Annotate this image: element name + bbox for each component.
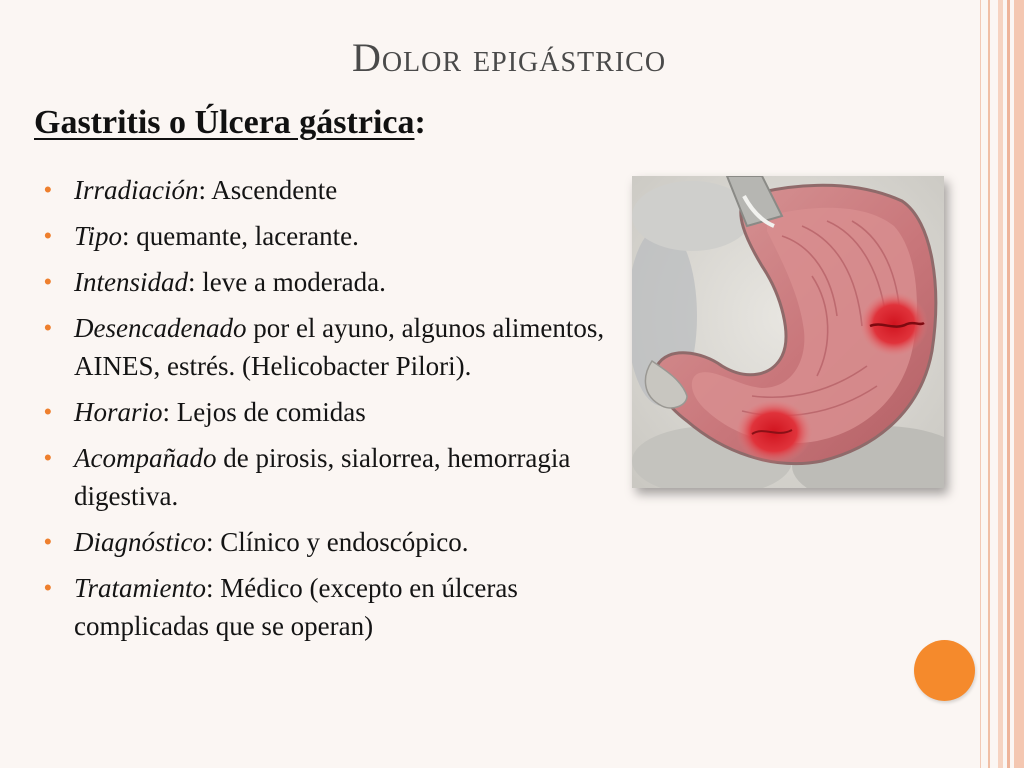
item-term: Tipo (74, 221, 123, 251)
stomach-ulcer-illustration (632, 176, 944, 488)
list-item (42, 439, 632, 515)
list-item (42, 393, 632, 431)
item-term: Diagnóstico (74, 527, 206, 557)
right-stripe-outer (1014, 0, 1024, 768)
right-stripe-hair (980, 0, 981, 768)
list-item (42, 569, 632, 645)
list-item (42, 523, 632, 561)
item-text: por el ayuno, algunos alimentos, AINES, estrés. (Helicobacter Pilori). (74, 313, 605, 381)
item-term: Acompañado (74, 443, 217, 473)
section-heading-colon: : (414, 104, 426, 141)
list-item (42, 309, 632, 385)
slide-title: Dolor epigástrico (351, 35, 667, 80)
right-stripe-thin (1007, 0, 1010, 768)
item-text: : Ascendente (198, 175, 338, 205)
list-item (42, 171, 632, 209)
item-text: : Médico (excepto en úlceras complicadas que se operan) (74, 573, 518, 641)
item-text: de pirosis, sialorrea, hemorragia digestiva. (74, 443, 571, 511)
item-text: : Clínico y endoscópico. (206, 527, 469, 557)
orange-circle-icon (914, 640, 975, 701)
stomach-illustration-svg (632, 176, 944, 488)
item-text: : leve a moderada. (188, 267, 386, 297)
item-term: Horario (74, 397, 163, 427)
item-term: Tratamiento (74, 573, 207, 603)
item-term: Intensidad (74, 267, 188, 297)
item-text: : quemante, lacerante. (122, 221, 359, 251)
item-term: Desencadenado (74, 313, 247, 343)
right-stripe-inner (998, 0, 1003, 768)
list-item (42, 217, 632, 255)
section-heading (34, 104, 426, 142)
right-stripe-line (988, 0, 990, 768)
list-item (42, 263, 632, 301)
section-heading-text: Gastritis o Úlcera gástrica (34, 104, 415, 141)
item-term: Irradiación (74, 175, 199, 205)
item-text: : Lejos de comidas (162, 397, 366, 427)
symptom-list (42, 171, 632, 645)
